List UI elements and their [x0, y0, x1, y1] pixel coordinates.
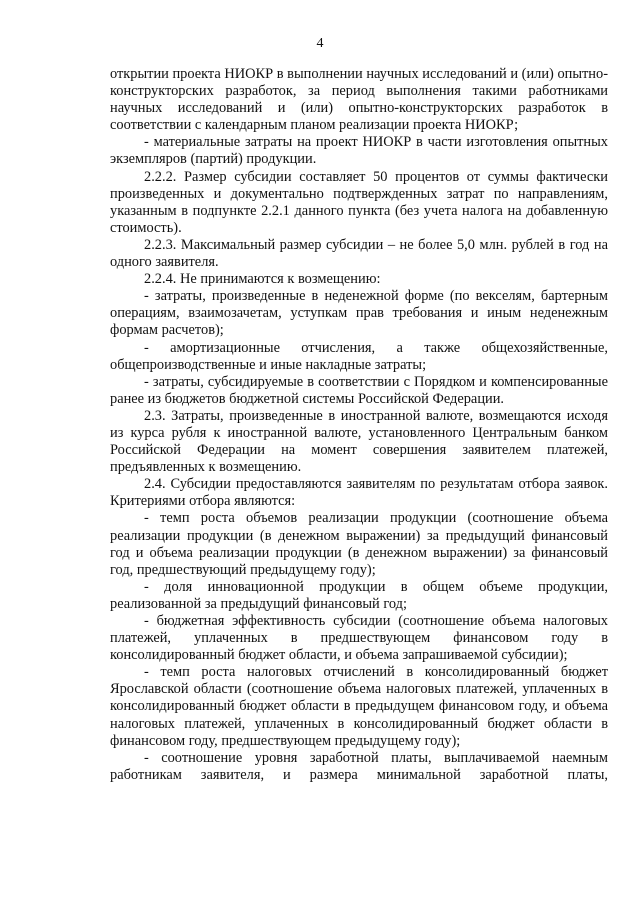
- paragraph-5: 2.2.4. Не принимаются к возмещению:: [144, 271, 381, 288]
- document-body: [110, 66, 608, 784]
- paragraph-6: - затраты, произведенные в неденежной форме (по векселям, бартерным операциям, взаимозачетам, уступкам прав требования и иным неденежным формам расчетов);: [110, 288, 608, 339]
- paragraph-7: - амортизационные отчисления, а также общехозяйственные, общепроизводственные и иные накладные затраты;: [110, 339, 608, 373]
- paragraph-4: 2.2.3. Максимальный размер субсидии – не более 5,0 млн. рублей в год на одного заявителя.: [110, 236, 608, 271]
- paragraph-1: открытии проекта НИОКР в выполнении научных исследований и (или) опытно-конструкторских разработок, за период выполнения такими работниками научных исследований и (или) опытно-конструкторских разработок в соответствии с календарным планом реализации проекта НИОКР;: [110, 66, 608, 134]
- paragraph-12: - доля инновационной продукции в общем объеме продукции, реализованной за предыдущий финансовый год;: [110, 578, 608, 612]
- paragraph-3: 2.2.2. Размер субсидии составляет 50 процентов от суммы фактически произведенных и документально подтвержденных затрат по направлениям, указанным в подпункте 2.2.1 данного пункта (без учета налога на добавленную стоимость).: [110, 168, 608, 236]
- paragraph-8: - затраты, субсидируемые в соответствии с Порядком и компенсированные ранее из бюджетов бюджетной системы Российской Федерации.: [110, 373, 608, 407]
- paragraph-10: 2.4. Субсидии предоставляются заявителям по результатам отбора заявок. Критериями отбора являются:: [110, 476, 608, 510]
- paragraph-2: - материальные затраты на проект НИОКР в части изготовления опытных экземпляров (партий) продукции.: [110, 134, 608, 168]
- paragraph-15: - соотношение уровня заработной платы, выплачиваемой наемным работникам заявителя, и размера минимальной заработной платы,: [110, 749, 608, 783]
- paragraph-14: - темп роста налоговых отчислений в консолидированный бюджет Ярославской области (соотношение объема налоговых платежей, уплаченных в консолидированный бюджет области в предыдущем финансовом году, и объема налоговых платежей, уплаченных в консолидированный бюджет области в финансовом году, предшествующем предыдущему году);: [110, 664, 608, 749]
- paragraph-11: - темп роста объемов реализации продукции (соотношение объема реализации продукции (в денежном выражении) за предыдущий финансовый год и объема реализации продукции (в денежном выражении) за финансовый год, предшествующий предыдущему году);: [110, 510, 608, 578]
- paragraph-9: 2.3. Затраты, произведенные в иностранной валюте, возмещаются исходя из курса рубля к иностранной валюте, установленного Центральным банком Российской Федерации на момент совершения заявителем платежей, предъявленных к возмещению.: [110, 407, 608, 476]
- paragraph-13: - бюджетная эффективность субсидии (соотношение объема налоговых платежей, уплаченных в предшествующем финансовом году в консолидированный бюджет области, и объема запрашиваемой субсидии);: [110, 613, 608, 664]
- page-number: 4: [316, 36, 324, 51]
